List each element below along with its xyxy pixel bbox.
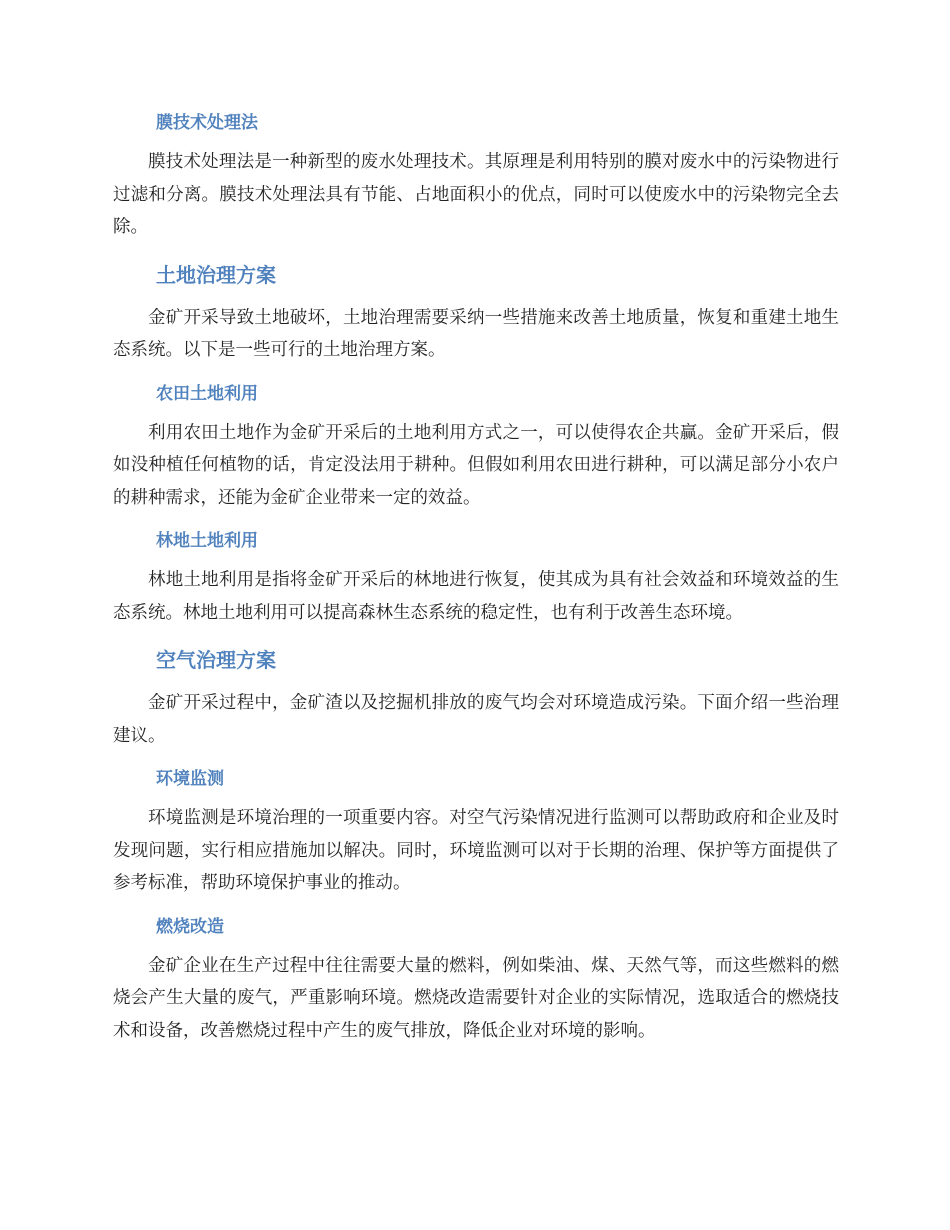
heading-monitor: 环境监测 bbox=[156, 769, 224, 789]
heading-farmland: 农田土地利用 bbox=[156, 383, 258, 404]
paragraph-air: 金矿开采过程中，金矿渣以及挖掘机排放的废气均会对环境造成污染。下面介绍一些治理建议。 bbox=[113, 693, 839, 746]
paragraph-land: 金矿开采导致土地破坏，土地治理需要采纳一些措施来改善土地质量，恢复和重建土地生态系统。以下是一些可行的土地治理方案。 bbox=[113, 307, 839, 360]
paragraph-forest: 林地土地利用是指将金矿开采后的林地进行恢复，使其成为具有社会效益和环境效益的生态系统。林地土地利用可以提高森林生态系统的稳定性，也有利于改善生态环境。 bbox=[113, 570, 839, 623]
heading-forest: 林地土地利用 bbox=[156, 531, 258, 551]
heading-air: 空气治理方案 bbox=[156, 648, 276, 672]
paragraph-monitor: 环境监测是环境治理的一项重要内容。对空气污染情况进行监测可以帮助政府和企业及时发现问题，实行相应措施加以解决。同时，环境监测可以对于长期的治理、保护等方面提供了参考标准，帮助环境保护事业的推动。 bbox=[113, 808, 839, 893]
heading-combustion: 燃烧改造 bbox=[156, 916, 224, 937]
paragraph-combustion: 金矿企业在生产过程中往往需要大量的燃料，例如柴油、煤、天然气等，而这些燃料的燃烧会产生大量的废气，严重影响环境。燃烧改造需要针对企业的实际情况，选取适合的燃烧技术和设备，改善燃烧过程中产生的废气排放，降低企业对环境的影响。 bbox=[113, 955, 839, 1041]
heading-land: 土地治理方案 bbox=[156, 262, 276, 287]
paragraph-farmland: 利用农田土地作为金矿开采后的土地利用方式之一，可以使得农企共赢。金矿开采后，假如没种植任何植物的话，肯定没法用于耕种。但假如利用农田进行耕种，可以满足部分小农户的耕种需求，还能为金矿企业带来一定的效益。 bbox=[113, 422, 839, 508]
document-page bbox=[113, 104, 839, 1047]
heading-membrane: 膜技术处理法 bbox=[156, 113, 258, 133]
paragraph-membrane: 膜技术处理法是一种新型的废水处理技术。其原理是利用特别的膜对废水中的污染物进行过滤和分离。膜技术处理法具有节能、占地面积小的优点，同时可以使废水中的污染物完全去除。 bbox=[113, 152, 839, 237]
